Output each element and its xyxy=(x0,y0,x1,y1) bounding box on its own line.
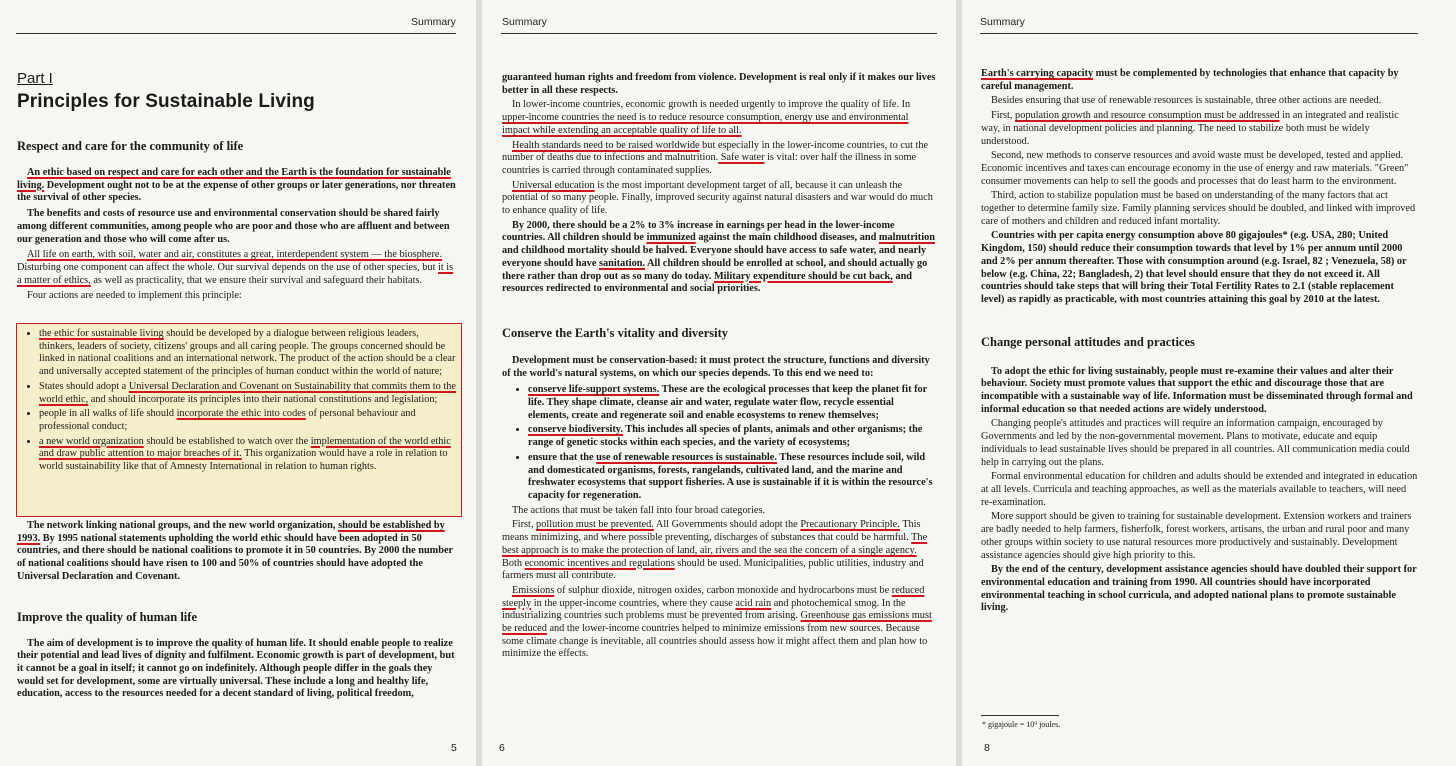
running-head: Summary xyxy=(980,16,1025,28)
paragraph: Health standards need to be raised worldwide but especially in the lower-income countries, to cut the number of deaths due to infections and malnutrition. Safe water is vital: over half the illness in some countries is carried through contaminated supplies. xyxy=(502,139,929,176)
paragraph: Earth's carrying capacity must be complemented by technologies that enhance that capacity by careful management. xyxy=(981,68,1399,92)
paragraph: Countries with per capita energy consumption above 80 gigajoules* (e.g. USA, 280; United Kingdom, 150) should reduce their consumption towards that level by 1% per annum until 2000 and 2% per annum thereafter. Those with consumption around (e.g. Israel, 82 ; Venezuela, 58) or below (e.g. China, 22; Bangladesh, 2) that level should ensure that they do not exceed it. All countries should take steps that will bring their Total Fertility Rates to 2.1 (stable replacement level) as rapidly as practicable, with most countries attaining this goal by 2010 at the latest. xyxy=(981,230,1407,305)
page-number: 5 xyxy=(451,742,457,754)
footnote: * gigajoule = 10⁹ joules. xyxy=(982,720,1061,729)
paragraph: Universal education is the most important development target of all, because it can unleash the potential of so many people. Finally, improved security against natural disasters and war would do much to enhance quality of life. xyxy=(502,179,933,217)
page-5-text-lower xyxy=(17,520,457,701)
paragraph: The aim of development is to improve the quality of human life. It should enable people to realize their potential and lead lives of dignity and fulfilment. Economic growth is part of development, but it cannot be a goal in itself; it cannot go on indefinitely. Although people differ in the goals they would set for development, some are virtually universal. These include a long and healthy life, education, access to the resources needed for a decent standard of living, political freedom, xyxy=(17,637,455,700)
list-item: • a new world organization should be established to watch over the implementation of the world ethic and draw public attention to major breaches of it. This organization would have a role in relation to world sustainability like that of Amnesty International in relation to human rights. xyxy=(39,436,457,474)
list-item: • the ethic for sustainable living should be developed by a dialogue between religious leaders, thinkers, leaders of society, citizens' groups and all caring people. The groups concerned should be linked in national coalitions and an international network. The product of the action should be a clear and universally accepted statement of the principles of human conduct within the world of nature; xyxy=(39,328,457,379)
list-item: • conserve life-support systems. These are the ecological processes that keep the planet fit for life. They shape climate, cleanse air and water, regulate water flow, recycle essential elements, create and regenerate soil and enable ecosystems to renew themselves; xyxy=(528,384,936,422)
section-heading-attitudes: Change personal attitudes and practices xyxy=(981,334,1195,349)
page-6 xyxy=(482,0,956,766)
page-5-text xyxy=(17,70,457,303)
list-item: • conserve biodiversity. This includes all species of plants, animals and other organisms; the range of genetic stocks within each species, and the variety of ecosystems; xyxy=(528,424,936,449)
action-list xyxy=(17,328,457,476)
paragraph: Changing people's attitudes and practices will require an information campaign, encouraged by Governments and led by the non-governmental movement. Plans to motivate, educate and equip individuals to lead sustainable lives should be prepared in all countries. All communication media could help in carrying out the plans. xyxy=(981,418,1410,468)
paragraph: First, pollution must be prevented. All Governments should adopt the Precautionary Principle. This means minimizing, and where possible preventing, discharges of substances that could be harmful. The best approach is to make the protection of land, air, rivers and the sea the concern of a single agency. Both economic incentives and regulations should be used. Municipalities, public utilities, industry and farmers must all contribute. xyxy=(502,519,928,582)
page-5 xyxy=(0,0,476,766)
paragraph: Besides ensuring that use of renewable resources is sustainable, three other actions are needed. xyxy=(991,95,1382,107)
section-heading-respect: Respect and care for the community of life xyxy=(17,139,244,153)
page-title: Principles for Sustainable Living xyxy=(17,91,315,112)
section-heading-quality: Improve the quality of human life xyxy=(17,609,197,624)
footnote-rule xyxy=(981,715,1059,716)
paragraph: Third, action to stabilize population must be based on understanding of the many factors that act together to determine family size. Family planning services should be doubled, and linked with improved care of mothers and children and reduced infant mortality. xyxy=(981,190,1416,227)
paragraph: By the end of the century, development assistance agencies should have doubled their support for environmental education and training from 1990. All countries should have incorporated environmental teaching in school curricula, and adopted national plans to promote sustainable living. xyxy=(981,564,1417,614)
paragraph: First, population growth and resource consumption must be addressed in an integrated and realistic way, in national development policies and planning. The need to stabilize both must be widely understood. xyxy=(981,110,1399,147)
running-head: Summary xyxy=(411,16,456,28)
list-item: • people in all walks of life should incorporate the ethic into codes of personal behaviour and professional conduct; xyxy=(39,408,457,433)
header-rule xyxy=(980,33,1418,34)
page-number: 6 xyxy=(499,742,505,754)
running-head: Summary xyxy=(502,16,547,28)
page-number: 8 xyxy=(984,742,990,754)
paragraph: Emissions of sulphur dioxide, nitrogen oxides, carbon monoxide and hydrocarbons must be reduced steeply in the upper-income countries, where they cause acid rain and photochemical smog. In the industrializing countries such problems must be prevented from arising. Greenhouse gas emissions must be reduced and the lower-income countries helped to minimize emissions from new sources. Because some climate change is inevitable, all countries should assess how it might affect them and plan how to minimize the effects. xyxy=(502,584,932,660)
paragraph: By 2000, there should be a 2% to 3% increase in earnings per head in the lower-income countries. All children should be immunized against the main childhood diseases, and malnutrition and childhood mortality should be halved. Everyone should have access to safe water, and nearly everyone should have sanitation. All children should be enrolled at school, and should actually go there rather than drop out as so many do today. Military expenditure should be cut back, and resources redirected to environmental and social priorities. xyxy=(502,219,935,295)
list-item: • ensure that the use of renewable resources is sustainable. These resources include soil, wild and domesticated organisms, forests, rangelands, cultivated land, and the marine and freshwater ecosystems that support fisheries. A use is sustainable if it is within the resource's capacity for regeneration. xyxy=(528,452,936,503)
paragraph: The network linking national groups, and the new world organization, should be established by 1993. By 1995 national statements upholding the world ethic should have been adopted in 50 countries, and there should be national coalitions to promote it in 50 countries. By 2000 the number of national coalitions should have risen to 100 and 50% of countries should have adopted the Universal Declaration and Covenant. xyxy=(17,520,453,582)
paragraph: guaranteed human rights and freedom from violence. Development is real only if it makes our lives better in all these respects. xyxy=(502,72,936,96)
page-8-text xyxy=(981,68,1419,615)
header-rule xyxy=(16,33,456,34)
paragraph: More support should be given to training for sustainable development. Extension workers and trainers are badly needed to help farmers, fisherfolk, forest workers, artisans, the urban and rural poor and many other groups within society to use natural resources more productively and sustainably. Development assistance agencies should give high priority to this. xyxy=(981,511,1412,561)
paragraph: Four actions are needed to implement this principle: xyxy=(27,290,242,302)
list-item: • States should adopt a Universal Declaration and Covenant on Sustainability that commits them to the world ethic, and should incorporate its principles into their national constitutions and legislation; xyxy=(39,381,457,406)
header-rule xyxy=(501,33,937,34)
page-8 xyxy=(962,0,1456,766)
paragraph: An ethic based on respect and care for each other and the Earth is the foundation for sustainable living. Development ought not to be at the expense of other groups or later generations, nor threaten the survival of other species. xyxy=(17,167,456,204)
paragraph: Development must be conservation-based: it must protect the structure, functions and diversity of the world's natural systems, on which our species depends. To this end we need to: xyxy=(502,354,930,379)
paragraph: Formal environmental education for children and adults should be extended and integrated in education at all levels. Curricula and teaching approaches, as well as the materials available to teachers, will need re-examination. xyxy=(981,471,1418,508)
part-label: Part I xyxy=(17,70,53,87)
paragraph: The benefits and costs of resource use and environmental conservation should be shared fairly among different communities, among people who are poor and those who are affluent and between our generation and those who will come after us. xyxy=(17,208,450,245)
paragraph: To adopt the ethic for living sustainably, people must re-examine their values and alter their behaviour. Society must promote values that support the ethic and discourage those that are incompatible with a sustainable way of life. Information must be disseminated through formal and informal education so that needed actions are widely understood. xyxy=(981,365,1413,415)
paragraph: Second, new methods to conserve resources and avoid waste must be developed, tested and applied. Economic incentives and taxes can encourage economy in the use of energy and raw materials. "Green" consumer movements can help to sell the goods and processes that do least harm to the environment. xyxy=(981,150,1409,187)
paragraph: All life on earth, with soil, water and air, constitutes a great, interdependent system — the biosphere. Disturbing one component can affect the whole. Our survival depends on the use of other species, but it is a matter of ethics, as well as practicality, that we ensure their survival and safeguard their habitats. xyxy=(17,249,454,286)
section-heading-conserve: Conserve the Earth's vitality and diversity xyxy=(502,325,729,340)
paragraph: The actions that must be taken fall into four broad categories. xyxy=(512,504,766,516)
page-6-text xyxy=(502,72,936,661)
paragraph: In lower-income countries, economic growth is needed urgently to improve the quality of life. In upper-income countries the need is to reduce resource consumption, energy use and environmental impact while extending an acceptable quality of life to all. xyxy=(502,99,911,136)
